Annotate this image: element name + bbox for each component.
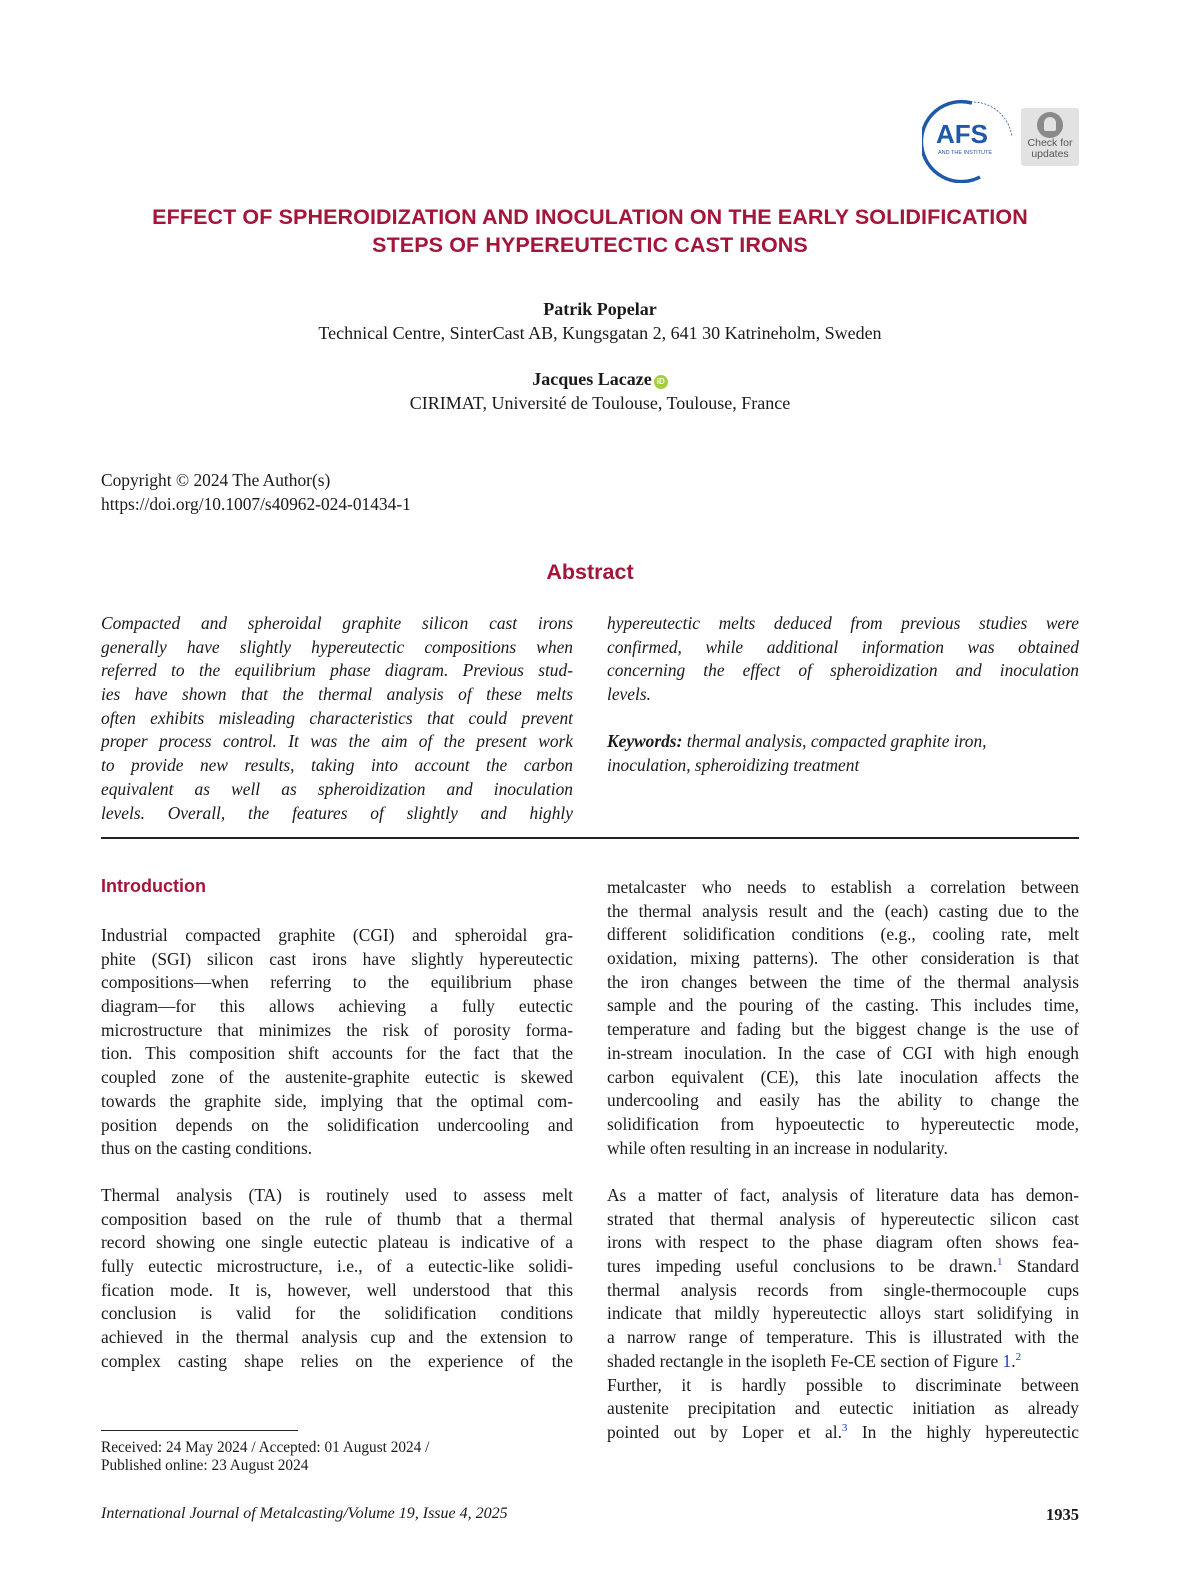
- body-line: coupled zone of the austenite-graphite eutectic is skewed: [101, 1067, 573, 1088]
- body-line: compositions—when referring to the equilibrium phase: [101, 972, 573, 993]
- abstract-left-column: [101, 612, 573, 825]
- abstract-line: levels. Overall, the features of slightly and highly: [101, 802, 573, 823]
- body-text: In the highly hypereutectic: [847, 1421, 1079, 1442]
- intro-right-paragraph-2: [607, 1184, 1079, 1445]
- body-line: fully eutectic microstructure, i.e., of a eutectic-like solidi-: [101, 1256, 573, 1277]
- orcid-icon[interactable]: iD: [654, 375, 668, 389]
- body-line-with-citation: [607, 1255, 1079, 1279]
- body-line: microstructure that minimizes the risk of porosity forma-: [101, 1019, 573, 1040]
- abstract-line: ies have shown that the thermal analysis of these melts: [101, 684, 573, 705]
- afs-logo-graphic: [922, 97, 1020, 183]
- title-line-2: STEPS OF HYPEREUTECTIC CAST IRONS: [372, 233, 808, 257]
- body-line: record showing one single eutectic plateau is indicative of a: [101, 1232, 573, 1253]
- body-line: oxidation, mixing patterns). The other consideration is that: [607, 948, 1079, 969]
- body-line: while often resulting in an increase in nodularity.: [607, 1137, 948, 1158]
- body-line: a narrow range of temperature. This is illustrated with the: [607, 1327, 1079, 1348]
- intro-right-paragraph-1: [607, 876, 1079, 1160]
- body-line: undercooling and easily has the ability to change the: [607, 1090, 1079, 1111]
- citation-link[interactable]: 3: [841, 1421, 848, 1434]
- body-line: thermal analysis records from single-thermocouple cups: [607, 1279, 1079, 1300]
- body-line: the iron changes between the time of the thermal analysis: [607, 971, 1079, 992]
- body-line: Further, it is hardly possible to discriminate between: [607, 1374, 1079, 1395]
- body-text: shaded rectangle in the isopleth Fe-CE section of Figure: [607, 1350, 1003, 1371]
- section-divider: [101, 837, 1079, 839]
- abstract-line: confirmed, while additional information was obtained: [607, 636, 1079, 657]
- page-number: 1935: [1046, 1505, 1079, 1524]
- abstract-heading: Abstract: [546, 560, 634, 584]
- abstract-line: to provide new results, taking into account the carbon: [101, 755, 573, 776]
- keywords-label: Keywords:: [607, 731, 683, 752]
- afs-logo-text: AFS: [936, 119, 988, 149]
- author-affiliation-1: Technical Centre, SinterCast AB, Kungsgatan 2, 641 30 Katrineholm, Sweden: [318, 323, 882, 343]
- body-line: towards the graphite side, implying that the optimal com-: [101, 1090, 573, 1111]
- body-line: irons with respect to the phase diagram often shows fea-: [607, 1232, 1079, 1253]
- article-title: [60, 203, 1120, 259]
- body-line: position depends on the solidification undercooling and: [101, 1114, 573, 1135]
- body-line: diagram—for this allows achieving a fully eutectic: [101, 996, 573, 1017]
- body-line-with-citation: [607, 1421, 1079, 1445]
- copyright-notice: Copyright © 2024 The Author(s): [101, 470, 331, 490]
- abstract-line: generally have slightly hypereutectic compositions when: [101, 636, 573, 657]
- keywords-text-1: thermal analysis, compacted graphite iron,: [686, 731, 987, 752]
- body-line: complex casting shape relies on the experience of the: [101, 1350, 573, 1371]
- received-dates: Received: 24 May 2024 / Accepted: 01 August 2024 /: [101, 1439, 430, 1456]
- body-line: carbon equivalent (CE), this late inoculation affects the: [607, 1066, 1079, 1087]
- body-line: achieved in the thermal analysis cup and the extension to: [101, 1327, 573, 1348]
- afs-logo: [922, 97, 1020, 183]
- body-line: phite (SGI) silicon cast irons have slightly hypereutectic: [101, 948, 573, 969]
- crossmark-icon: [1037, 112, 1063, 138]
- abstract-line: hypereutectic melts deduced from previous studies were: [607, 613, 1079, 633]
- body-line-with-figure-ref: [607, 1350, 1079, 1374]
- afs-logo-subtext: AND THE INSTITUTE: [938, 150, 992, 156]
- citation-link[interactable]: 1: [996, 1256, 1003, 1269]
- body-line: temperature and fading but the biggest change is the use of: [607, 1019, 1079, 1040]
- intro-left-paragraph-1: [101, 924, 573, 1161]
- author-name-1: Patrik Popelar: [543, 299, 657, 319]
- abstract-right-column: [607, 612, 1079, 778]
- abstract-line: concerning the effect of spheroidization and inoculation: [607, 660, 1079, 681]
- published-date: Published online: 23 August 2024: [101, 1457, 309, 1474]
- body-line: Thermal analysis (TA) is routinely used to assess melt: [101, 1185, 573, 1205]
- check-for-updates-badge[interactable]: [1021, 108, 1079, 166]
- body-text: .: [1011, 1350, 1016, 1371]
- body-line: different solidification conditions (e.g., cooling rate, melt: [607, 924, 1079, 945]
- body-line: conclusion is valid for the solidification conditions: [101, 1303, 573, 1324]
- body-line: solidification from hypoeutectic to hypereutectic mode,: [607, 1113, 1079, 1134]
- body-line: austenite precipitation and eutectic initiation as already: [607, 1398, 1079, 1419]
- journal-footer: International Journal of Metalcasting/Volume 19, Issue 4, 2025: [101, 1505, 508, 1522]
- keywords-text-2: inoculation, spheroidizing treatment: [607, 755, 860, 776]
- body-line: Industrial compacted graphite (CGI) and spheroidal gra-: [101, 925, 573, 945]
- author-2: [0, 369, 1200, 390]
- body-line: indicate that mildly hypereutectic alloys start solidifying in: [607, 1303, 1079, 1324]
- abstract-line: equivalent as well as spheroidization and inoculation: [101, 778, 573, 799]
- keywords-line-1: [607, 730, 1079, 754]
- body-line: sample and the pouring of the casting. This includes time,: [607, 995, 1079, 1016]
- doi-link[interactable]: https://doi.org/10.1007/s40962-024-01434-1: [101, 494, 411, 514]
- body-text: pointed out by Loper et al.: [607, 1421, 842, 1442]
- author-name-2: Jacques Lacaze: [532, 369, 652, 389]
- abstract-line: often exhibits misleading characteristics that could prevent: [101, 707, 573, 728]
- figure-link[interactable]: 1: [1002, 1350, 1012, 1371]
- body-text: tures impeding useful conclusions to be drawn.: [607, 1256, 997, 1277]
- body-line: strated that thermal analysis of hypereutectic silicon cast: [607, 1208, 1079, 1229]
- abstract-line: proper process control. It was the aim of the present work: [101, 731, 573, 752]
- abstract-line: levels.: [607, 684, 651, 705]
- body-line: composition based on the rule of thumb that a thermal: [101, 1208, 573, 1229]
- citation-link[interactable]: 2: [1015, 1350, 1022, 1363]
- title-line-1: EFFECT OF SPHEROIDIZATION AND INOCULATION ON THE EARLY SOLIDIFICATION: [152, 205, 1028, 229]
- body-line: tion. This composition shift accounts for the fact that the: [101, 1043, 573, 1064]
- intro-left-paragraph-2: [101, 1184, 573, 1374]
- body-line: thus on the casting conditions.: [101, 1138, 313, 1159]
- check-for-updates-label: Check for updates: [1027, 137, 1073, 160]
- introduction-heading: Introduction: [101, 876, 206, 896]
- abstract-line: referred to the equilibrium phase diagram. Previous stud-: [101, 660, 573, 681]
- footnote-divider: [101, 1430, 298, 1431]
- body-line: in-stream inoculation. In the case of CGI with high enough: [607, 1042, 1079, 1063]
- body-line: the thermal analysis result and the (each) casting due to the: [607, 900, 1079, 921]
- body-line: fication mode. It is, however, well understood that this: [101, 1279, 573, 1300]
- body-line: As a matter of fact, analysis of literature data has demon-: [607, 1185, 1079, 1205]
- body-line: metalcaster who needs to establish a correlation between: [607, 877, 1079, 897]
- author-affiliation-2: CIRIMAT, Université de Toulouse, Toulouse, France: [409, 393, 791, 413]
- abstract-line: Compacted and spheroidal graphite silicon cast irons: [101, 613, 573, 633]
- body-text: Standard: [1002, 1256, 1079, 1277]
